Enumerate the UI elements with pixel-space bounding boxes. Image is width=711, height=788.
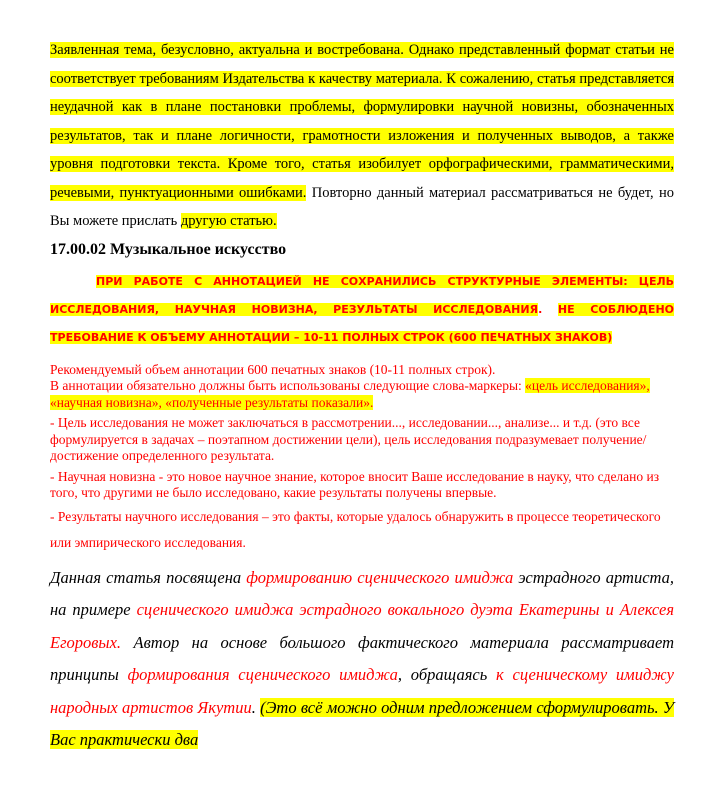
abstract-text-5: . (251, 697, 261, 717)
warning-structural-elements: ПРИ РАБОТЕ С АННОТАЦИЕЙ НЕ СОХРАНИЛИСЬ СТРУКТУРНЫЕ ЭЛЕМЕНТЫ: ЦЕЛЬ ИССЛЕДОВАНИЯ, НАУЧНАЯ НОВИЗНА, РЕЗУЛЬТАТЫ ИССЛЕДОВАНИЯ (50, 274, 674, 316)
note-markers-highlight: «цель исследования», «научная новизна», «полученные результаты показали». (50, 378, 650, 410)
abstract-text-3: Автор на основе большого фактического материала рассматривает принципы (50, 632, 674, 684)
annotation-warning (50, 268, 674, 352)
abstract-text-2: эстрадного артиста, на примере (50, 567, 675, 619)
note-results: - Результаты научного исследования – это факты, которые удалось обнаружить в процессе теоретического или эмпирического исследования. (50, 508, 661, 550)
abstract-red-4: к сценическому имиджу народных артистов Якутии (50, 665, 674, 717)
note-markers-text: В аннотации обязательно должны быть использованы следующие слова-маркеры: (50, 378, 526, 393)
note-markers (50, 378, 674, 411)
review-paragraph (50, 36, 674, 236)
document-page (50, 36, 674, 757)
recommendation-notes (50, 362, 674, 556)
highlighted-review-closing: другую статью. (180, 213, 277, 229)
abstract-paragraph (50, 562, 674, 757)
warning-separator: . (538, 302, 558, 316)
highlighted-review-text: Заявленная тема, безусловно, актуальна и востребована. Однако представленный формат статьи не соответствует требованиям Издательства к качеству материала. К сожалению, статья представляется неудачной как в плане постановки проблемы, формулировки научной новизны, обозначенных результатов, так и плане логичности, грамотности изложения и полученных выводов, а также уровня подготовки текста. Кроме того, статья изобилует орфографическими, грамматическими, речевыми, пунктуационными ошибками. (50, 42, 674, 201)
abstract-red-3: формирования сценического имиджа (127, 665, 398, 684)
note-volume: Рекомендуемый объем аннотации 600 печатных знаков (10-11 полных строк). (50, 361, 496, 377)
abstract-text-1: Данная статья посвящена (50, 567, 247, 587)
review-plain-text: Повторно данный материал рассматриваться не будет, но Вы можете прислать (50, 184, 674, 229)
warning-volume-requirement: НЕ СОБЛЮДЕНО ТРЕБОВАНИЕ К ОБЪЕМУ АННОТАЦИИ – 10-11 ПОЛНЫХ СТРОК (600 ПЕЧАТНЫХ ЗНАКОВ) (50, 302, 674, 344)
abstract-red-2: сценического имиджа эстрадного вокального дуэта Екатерины и Алексея Егоровых. (50, 600, 674, 652)
note-novelty: - Научная новизна - это новое научное знание, которое вносит Ваше исследование в науку, что сделано из того, что другими не было исследовано, какие результаты получены впервые. (50, 468, 660, 500)
abstract-text-4: , обращаясь (397, 665, 497, 684)
note-goal: - Цель исследования не может заключаться в рассмотрении..., исследовании..., анализе... и т.д. (это все формулируется в задачах – поэтапном достижении цели), цель исследования подразумевает получение/достижение определенного результата. (50, 415, 647, 463)
section-heading: 17.00.02 Музыкальное искусство (50, 240, 287, 258)
abstract-highlight-comment: (Это всё можно одним предложением сформулировать. У Вас практически два (50, 697, 675, 749)
abstract-red-1: формированию сценического имиджа (246, 567, 514, 587)
